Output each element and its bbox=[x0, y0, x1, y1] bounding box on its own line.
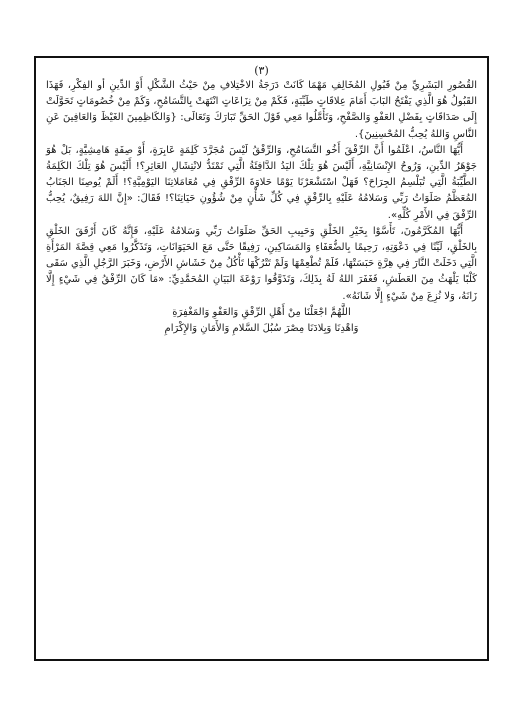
page-text bbox=[46, 78, 477, 337]
prayer-line-1: اللَّهُمَّ اجْعَلْنَا مِنْ أَهْلِ الرِّفْقِ وَالعَفْوِ وَالمَغْفِرَةِ bbox=[172, 306, 351, 318]
page-frame bbox=[34, 56, 489, 661]
paragraph-3: أَيُّهَا المُكَرَّمُونَ، تَأَسَّوْا بِخَيْرِ الخَلْقِ وَحَبِيبِ الحَقِّ صَلَوَاتُ رَبِّي وَسَلامُهُ عَلَيْهِ، فَإِنَّهُ كَانَ أَرْفَقَ الخَلْقِ بِالخَلْقِ، لَيِّنًا فِي دَعْوَتِهِ، رَحِيمًا بِالضُّعَفَاءِ وَالمَسَاكِينِ، رَفِيقًا حَتَّى مَعَ الحَيَوَانَاتِ، وَتَذَكَّرُوا مَعِي قِصَّةَ المَرْأَةِ الَّتِي دَخَلَتْ النَّارَ فِي هِرَّةٍ حَبَسَتْهَا، فَلَمْ تُطْعِمْهَا وَلَمْ تَتْرُكْهَا تَأْكُلُ مِنْ خَشَاشِ الأَرْضِ، وَخَبَرَ الرَّجُلِ الَّذِي سَقَى كَلْبًا يَلْهَثُ مِنَ العَطَشِ، فَغَفَرَ اللهُ لَهُ بِذَلِكَ، وَتَذَوَّقُوا رَوْعَةَ البَيَانِ المُحَمَّدِيِّ: «مَا كَانَ الرِّفْقُ فِي شَيْءٍ إِلَّا زَانَهُ، وَلا نُزِعَ مِنْ شَيْءٍ إِلَّا شَانَهُ». bbox=[46, 225, 477, 302]
prayer-line-2: وَاهْدِنَا وَبِلادَنَا مِصْرَ سُبُلَ السَّلامِ وَالأَمَانِ وَالإِكْرَامِ bbox=[164, 323, 359, 335]
paragraph-1: القُصُورِ البَشَرِيِّ مِنْ قَبُولِ المُخَالِفِ مَهْمَا كَانَتْ دَرَجَةُ الاخْتِلافِ مِنْ حَيْثُ الشَّكْلِ أَوْ الدِّينِ أو الفِكْرِ، فَهَذَا القَبُولُ هُوَ الَّذِي يَفْتَحُ البَابَ أَمَامَ عِلاقَاتٍ طَيِّبَةٍ، فَكَمْ مِنْ نِزَاعَاتٍ انْتَهَتْ بِالتَّسَامُحِ، وَكَمْ مِنْ خُصُومَاتٍ تَحَوَّلَتْ إِلَى صَدَاقَاتٍ بِفَضْلِ العَفْوِ وَالصَّفْحِ، وَتَأَمَّلُوا مَعِي قَوْلَ الحَقِّ تَبَارَكَ وَتَعَالَى: {وَالكَاظِمِينَ الغَيْظَ وَالعَافِينَ عَنِ النَّاسِ وَاللهُ يُحِبُّ المُحْسِنِينَ}. bbox=[46, 80, 477, 140]
paragraph-2: أَيُّهَا النَّاسُ، اعْلَمُوا أَنَّ الرِّفْقَ أَخُو التَّسَامُحِ، وَالرِّفْقُ لَيْسَ مُجَرَّدَ كَلِمَةٍ عَابِرَةٍ، أَوْ صِفَةٍ هَامِشِيَّةٍ، بَلْ هُوَ جَوْهَرُ الدِّينِ، وَرُوحُ الإِنْسَانِيَّةِ، أَلَيْسَ هُوَ تِلْكَ اليَدُ الدَّافِئَةُ الَّتِي تَمْتَدُّ لانْتِشَالِ العَاثِرِ؟! أَلَيْسَ هُوَ تِلْكَ الكَلِمَةُ الطَّيِّبَةُ الَّتِي تُبَلْسِمُ الجِرَاحَ؟ فَهَلْ اسْتَشْعَرْنَا يَوْمًا حَلاوَةَ الرِّفْقِ فِي مُعَامَلاتِنَا اليَوْمِيَّةِ؟! أَلَمْ يُوصِنَا الجَنَابُ المُعَظَّمُ صَلَوَاتُ رَبِّي وَسَلامُهُ عَلَيْهِ بِالرِّفْقِ فِي كُلِّ شَأْنٍ مِنْ شُؤُونِ حَيَاتِنَا؟! فَقَالَ: «إِنَّ اللهَ رَفِيقٌ، يُحِبُّ الرِّفْقَ فِي الأَمْرِ كُلِّهِ». bbox=[46, 144, 477, 221]
page-number: (٣) bbox=[254, 64, 269, 77]
